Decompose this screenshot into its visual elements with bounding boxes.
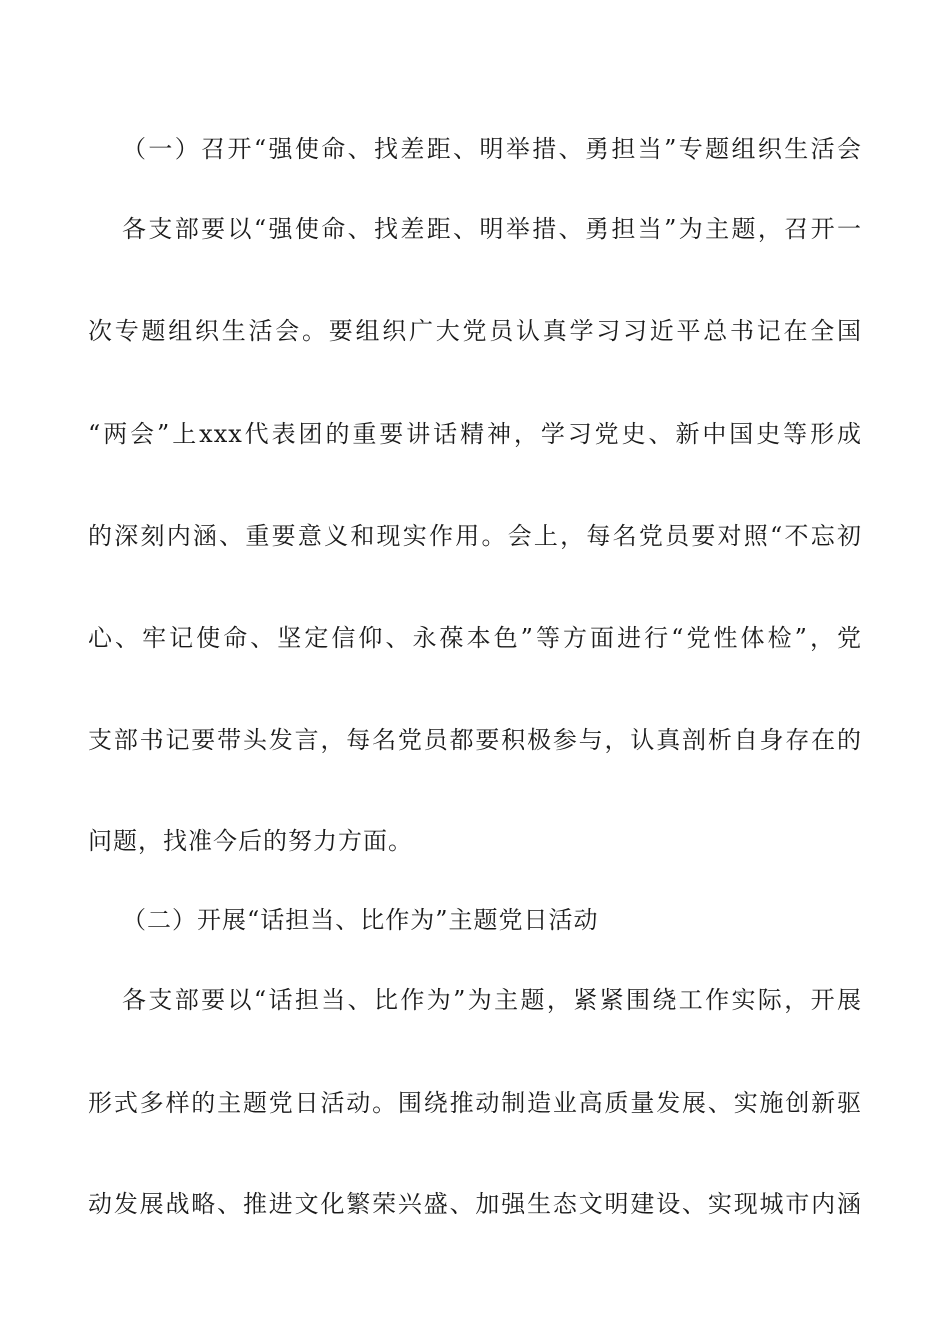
paragraph-line: 各支部要以“话担当、比作为”为主题，紧紧围绕工作实际，开展 <box>122 986 862 1014</box>
paragraph-line: “两会”上xxx代表团的重要讲话精神，学习党史、新中国史等形成 <box>88 420 862 448</box>
section-heading-1: （一）召开“强使命、找差距、明举措、勇担当”专题组织生活会 <box>122 135 862 163</box>
paragraph-line: 动发展战略、推进文化繁荣兴盛、加强生态文明建设、实现城市内涵 <box>88 1190 862 1218</box>
paragraph-line: 心、牢记使命、坚定信仰、永葆本色”等方面进行“党性体检”，党 <box>88 624 862 652</box>
paragraph-line: 形式多样的主题党日活动。围绕推动制造业高质量发展、实施创新驱 <box>88 1089 862 1117</box>
paragraph-line: 支部书记要带头发言，每名党员都要积极参与，认真剖析自身存在的 <box>88 726 862 754</box>
paragraph-line: 各支部要以“强使命、找差距、明举措、勇担当”为主题，召开一 <box>122 215 862 243</box>
paragraph-line: 次专题组织生活会。要组织广大党员认真学习习近平总书记在全国 <box>88 317 862 345</box>
section-heading-2: （二）开展“话担当、比作为”主题党日活动 <box>122 906 599 934</box>
paragraph-line: 问题，找准今后的努力方面。 <box>88 827 413 855</box>
paragraph-line: 的深刻内涵、重要意义和现实作用。会上，每名党员要对照“不忘初 <box>88 522 862 550</box>
